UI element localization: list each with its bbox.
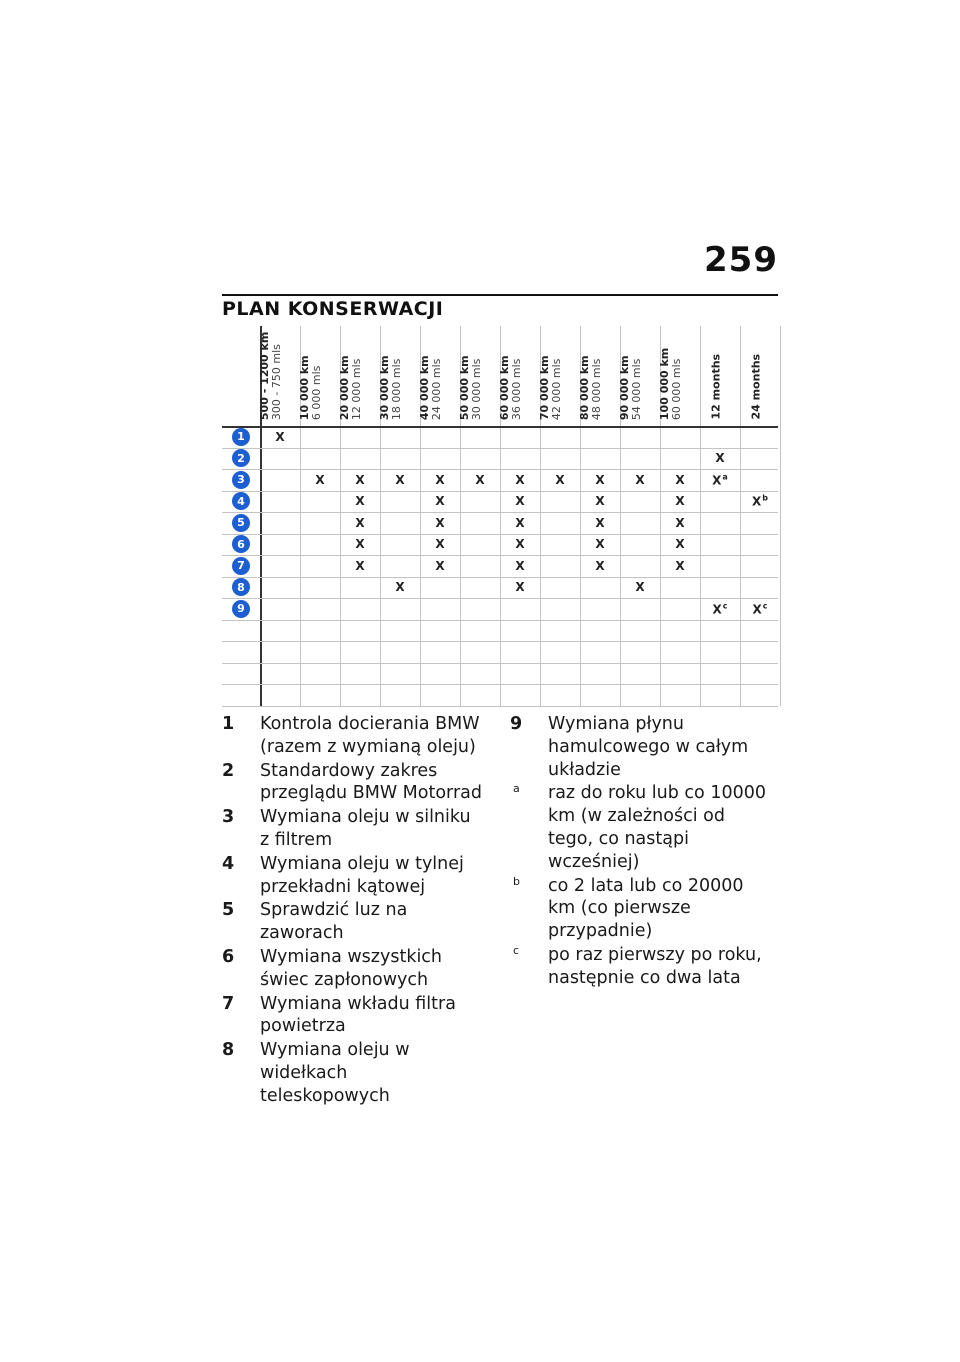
row-divider xyxy=(222,620,778,621)
column-header-mls: 300 - 750 mls xyxy=(269,344,283,420)
row-divider xyxy=(222,555,778,556)
maintenance-mark: X xyxy=(595,537,605,552)
maintenance-mark: X xyxy=(355,558,365,573)
row-number-marker: 1 xyxy=(232,428,250,446)
footnote-item xyxy=(510,875,770,943)
row-divider xyxy=(222,426,778,428)
maintenance-mark: X xyxy=(435,472,445,487)
footnote-item xyxy=(510,782,770,873)
legend-text: Wymiana wkładu filtra powietrza xyxy=(260,993,456,1037)
footnote-item xyxy=(510,944,770,990)
maintenance-mark: X xyxy=(675,494,685,509)
row-divider xyxy=(222,512,778,513)
legend-right xyxy=(510,713,770,991)
maintenance-mark: X xyxy=(515,537,525,552)
row-number-marker: 8 xyxy=(232,578,250,596)
legend-item xyxy=(222,713,482,759)
column-header-mls: 24 000 mls xyxy=(429,358,443,420)
row-number-marker: 3 xyxy=(232,471,250,489)
maintenance-schedule-table xyxy=(222,326,778,706)
maintenance-mark: X xyxy=(435,494,445,509)
maintenance-mark: $X^c$ xyxy=(712,601,728,617)
legend-number: 6 xyxy=(222,946,235,967)
footnote-text: co 2 lata lub co 20000 km (co pierwsze przypadnie) xyxy=(548,875,744,942)
legend-number: 9 xyxy=(510,714,523,734)
row-number-marker: 4 xyxy=(232,492,250,510)
maintenance-mark: X xyxy=(675,558,685,573)
legend-left xyxy=(222,713,482,1109)
row-number-marker: 9 xyxy=(232,600,250,618)
column-header-km: 500 - 1200 km xyxy=(257,331,271,420)
column-header-km: 20 000 km xyxy=(337,355,351,420)
maintenance-mark: X xyxy=(595,472,605,487)
column-header-mls: 48 000 mls xyxy=(589,358,603,420)
maintenance-mark: X xyxy=(355,494,365,509)
maintenance-mark: X xyxy=(715,451,725,466)
row-divider xyxy=(222,684,778,685)
column-header xyxy=(299,355,322,420)
footnote-ref: c xyxy=(722,601,728,611)
maintenance-mark: X xyxy=(595,558,605,573)
column-header xyxy=(379,355,402,420)
column-header xyxy=(579,355,602,420)
maintenance-mark: X xyxy=(435,537,445,552)
legend-number: 7 xyxy=(222,993,235,1014)
row-number-marker: 5 xyxy=(232,514,250,532)
maintenance-mark: X xyxy=(395,580,405,595)
column-header xyxy=(499,355,522,420)
footnote-mark: a xyxy=(513,782,520,796)
column-header xyxy=(339,355,362,420)
row-divider xyxy=(222,534,778,535)
footnote-ref: c xyxy=(762,601,768,611)
maintenance-mark: X xyxy=(515,472,525,487)
column-header-months: 12 months xyxy=(709,354,723,420)
column-header-mls: 60 000 mls xyxy=(669,358,683,420)
column-header xyxy=(419,355,442,420)
legend-item xyxy=(222,806,482,852)
legend-number: 2 xyxy=(222,760,235,781)
column-header-mls: 54 000 mls xyxy=(629,358,643,420)
legend-item xyxy=(510,713,770,781)
legend-number: 8 xyxy=(222,1040,235,1061)
footnote-text: raz do roku lub co 10000 km (w zależności od tego, co nastąpi wcześniej) xyxy=(548,783,766,872)
maintenance-mark: X xyxy=(435,515,445,530)
column-header xyxy=(619,355,642,420)
row-divider xyxy=(222,491,778,492)
row-divider xyxy=(222,469,778,470)
legend-text: Wymiana wszystkich świec zapłonowych xyxy=(260,946,443,990)
row-divider xyxy=(222,577,778,578)
footnote-mark: b xyxy=(513,874,520,888)
maintenance-mark: X xyxy=(515,494,525,509)
footnote-ref: a xyxy=(722,472,728,482)
legend-text: Wymiana oleju w silniku z filtrem xyxy=(260,807,471,850)
row-divider xyxy=(222,598,778,599)
legend-text: Wymiana płynu hamulcowego w całym układzie xyxy=(548,714,749,780)
legend-text: Wymiana oleju w widełkach teleskopowych xyxy=(260,1040,410,1106)
column-header-km: 10 000 km xyxy=(297,355,311,420)
legend-number: 1 xyxy=(222,714,235,734)
maintenance-mark: X xyxy=(675,537,685,552)
footnote-ref: b xyxy=(762,493,768,503)
legend-number: 3 xyxy=(222,807,235,828)
maintenance-mark: X xyxy=(435,558,445,573)
column-header xyxy=(539,355,562,420)
row-number-marker: 6 xyxy=(232,535,250,553)
maintenance-mark: X xyxy=(355,472,365,487)
maintenance-mark: X xyxy=(475,472,485,487)
column-header-km: 60 000 km xyxy=(497,355,511,420)
column-header-km: 70 000 km xyxy=(537,355,551,420)
maintenance-mark: X xyxy=(635,472,645,487)
column-header-km: 40 000 km xyxy=(417,355,431,420)
column-header xyxy=(750,354,762,420)
legend-text: Wymiana oleju w tylnej przekładni kątowej xyxy=(260,853,464,897)
maintenance-mark: X xyxy=(515,558,525,573)
maintenance-mark: X xyxy=(355,537,365,552)
row-divider xyxy=(222,706,778,707)
page-title: PLAN KONSERWACJI xyxy=(222,298,444,320)
page-number: 259 xyxy=(704,240,778,280)
row-divider xyxy=(222,448,778,449)
column-header-mls: 6 000 mls xyxy=(309,365,323,420)
column-header-mls: 18 000 mls xyxy=(389,358,403,420)
row-number-marker: 7 xyxy=(232,557,250,575)
column-header-km: 30 000 km xyxy=(377,355,391,420)
footnote-mark: c xyxy=(513,943,520,957)
column-header-months: 24 months xyxy=(749,354,763,420)
maintenance-mark: X xyxy=(675,515,685,530)
legend-item xyxy=(222,946,482,992)
legend-item xyxy=(222,899,482,945)
maintenance-mark: X xyxy=(275,429,285,444)
legend-text: Sprawdzić luz na zaworach xyxy=(260,900,408,944)
column-divider xyxy=(700,326,701,706)
legend-text: Kontrola docierania BMW (razem z wymianą oleju) xyxy=(260,714,480,757)
column-header-mls: 12 000 mls xyxy=(349,358,363,420)
maintenance-mark: X xyxy=(315,472,325,487)
title-rule xyxy=(222,294,778,296)
maintenance-mark: $X^b$ xyxy=(752,493,768,509)
column-header-km: 80 000 km xyxy=(577,355,591,420)
maintenance-mark: X xyxy=(515,515,525,530)
maintenance-mark: X xyxy=(595,494,605,509)
column-header xyxy=(259,332,282,420)
maintenance-mark: X xyxy=(555,472,565,487)
legend-text: Standardowy zakres przeglądu BMW Motorrad xyxy=(260,760,482,804)
column-header-km: 100 000 km xyxy=(657,347,671,420)
legend-item xyxy=(222,760,482,806)
legend-item xyxy=(222,1039,482,1107)
column-header xyxy=(459,355,482,420)
maintenance-mark: X xyxy=(635,580,645,595)
maintenance-mark: $X^c$ xyxy=(752,601,768,617)
column-header xyxy=(710,354,722,420)
legend-item xyxy=(222,993,482,1039)
maintenance-mark: X xyxy=(355,515,365,530)
maintenance-mark: $X^a$ xyxy=(712,472,728,488)
row-divider xyxy=(222,663,778,664)
legend-number: 5 xyxy=(222,900,235,921)
maintenance-mark: X xyxy=(515,580,525,595)
column-divider xyxy=(780,326,781,706)
column-divider xyxy=(740,326,741,706)
maintenance-mark: X xyxy=(395,472,405,487)
legend-item xyxy=(222,853,482,899)
maintenance-mark: X xyxy=(595,515,605,530)
row-divider xyxy=(222,641,778,642)
column-header-km: 50 000 km xyxy=(457,355,471,420)
maintenance-mark: X xyxy=(675,472,685,487)
column-header-mls: 42 000 mls xyxy=(549,358,563,420)
footnote-text: po raz pierwszy po roku, następnie co dwa lata xyxy=(548,944,762,988)
column-header-km: 90 000 km xyxy=(617,355,631,420)
row-number-marker: 2 xyxy=(232,449,250,467)
legend-number: 4 xyxy=(222,853,235,874)
column-header-mls: 30 000 mls xyxy=(469,358,483,420)
column-header-mls: 36 000 mls xyxy=(509,358,523,420)
column-header xyxy=(659,348,682,420)
